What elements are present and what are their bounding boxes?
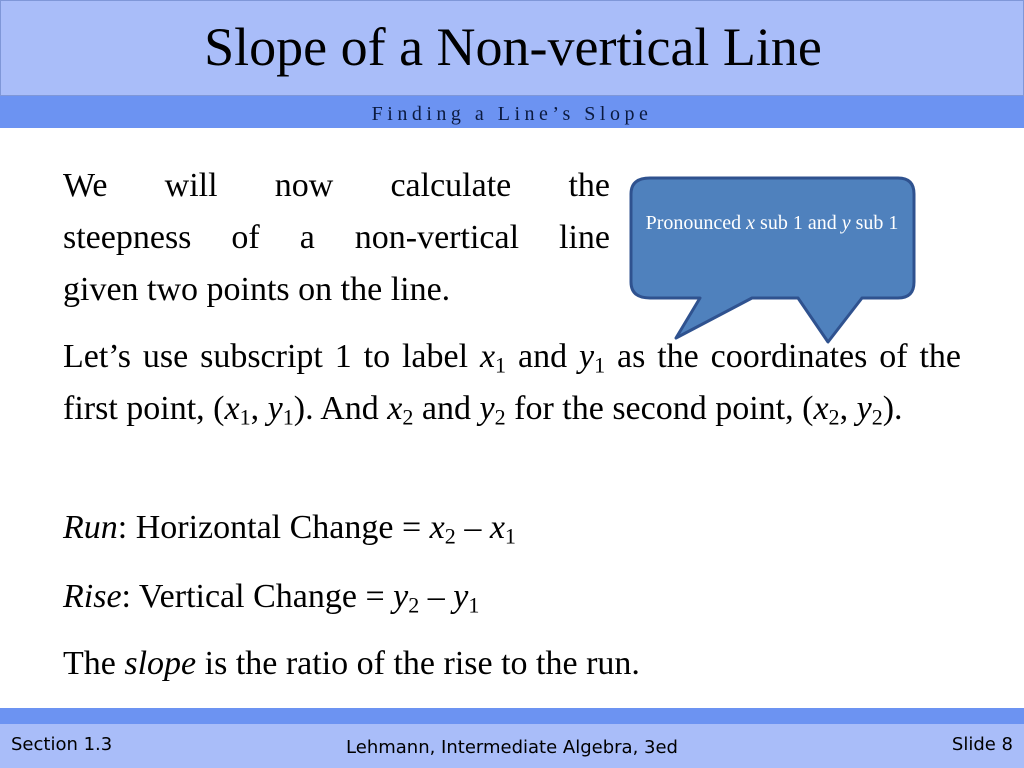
p2-text-4: for the second point, (: [514, 390, 814, 427]
run-x2: x: [429, 509, 445, 546]
footer-book-title: Lehmann, Intermediate Algebra, 3ed: [346, 737, 678, 758]
slide-title: Slope of a Non-vertical Line: [204, 17, 822, 77]
p2-and: and: [506, 338, 579, 375]
callout-x: x: [746, 212, 756, 234]
run-text: : Horizontal Change =: [117, 509, 430, 546]
rise-sub-2: 2: [408, 592, 420, 618]
footer-slide-number: Slide 8: [951, 734, 1013, 755]
slide-subtitle: Finding a Line’s Slope: [371, 103, 653, 125]
rise-sub-1: 1: [468, 592, 480, 618]
intro-line-3: given two points on the line.: [63, 271, 451, 308]
p2-comma-b: ,: [839, 390, 857, 427]
p2-x: x: [479, 338, 496, 375]
p2-y: y: [578, 338, 595, 375]
p2-sub-1: 1: [495, 352, 507, 378]
p2-text-2: as the coordinates of the first point, (: [63, 338, 961, 427]
subscript-paragraph: [63, 331, 961, 435]
p2-y-c: y: [479, 390, 495, 427]
p2-comma: ,: [250, 390, 268, 427]
footer-section: Section 1.3: [11, 734, 113, 755]
slope-word: slope: [124, 645, 197, 682]
intro-line-2: steepness of a non-vertical line: [63, 219, 610, 256]
rise-minus: –: [419, 578, 454, 615]
intro-paragraph: [63, 160, 610, 316]
p2-text-1: Let’s use subscript 1 to label: [63, 338, 480, 375]
intro-line-1: We will now calculate the: [63, 167, 610, 204]
p2-and-b: and: [413, 390, 480, 427]
rise-definition: [63, 571, 961, 623]
p2-sub-1b: 1: [594, 352, 606, 378]
p2-text-5: ).: [882, 390, 903, 427]
slope-post: is the ratio of the rise to the run.: [196, 645, 640, 682]
p2-x-d: x: [813, 390, 829, 427]
run-x1: x: [489, 509, 505, 546]
p2-sub-2b: 2: [494, 404, 506, 430]
p2-sub-2: 2: [402, 404, 414, 430]
p2-x-c: x: [387, 390, 403, 427]
callout-bubble-shape: [631, 178, 914, 342]
p2-sub-1d: 1: [282, 404, 294, 430]
rise-y2: y: [393, 578, 409, 615]
run-minus: –: [455, 509, 490, 546]
run-sub-2: 2: [444, 523, 456, 549]
p2-y-b: y: [267, 390, 283, 427]
footer-accent-bar: [0, 708, 1024, 724]
slope-definition: [63, 638, 961, 690]
rise-y1: y: [453, 578, 469, 615]
p2-text-3: ). And: [293, 390, 388, 427]
rise-label: Rise: [63, 578, 122, 615]
callout-pre: Pronounced: [645, 212, 747, 234]
p2-x-b: x: [224, 390, 240, 427]
p2-sub-2d: 2: [871, 404, 883, 430]
run-sub-1: 1: [504, 523, 516, 549]
callout-mid2: sub 1: [850, 212, 899, 234]
callout-mid1: sub 1 and: [755, 212, 842, 234]
p2-y-d: y: [856, 390, 872, 427]
callout-y: y: [841, 212, 851, 234]
slope-pre: The: [63, 645, 125, 682]
run-label: Run: [63, 509, 118, 546]
callout-text: [636, 208, 908, 238]
rise-text: : Vertical Change =: [121, 578, 394, 615]
p2-sub-1c: 1: [239, 404, 251, 430]
run-definition: [63, 502, 961, 554]
p2-sub-2c: 2: [828, 404, 840, 430]
